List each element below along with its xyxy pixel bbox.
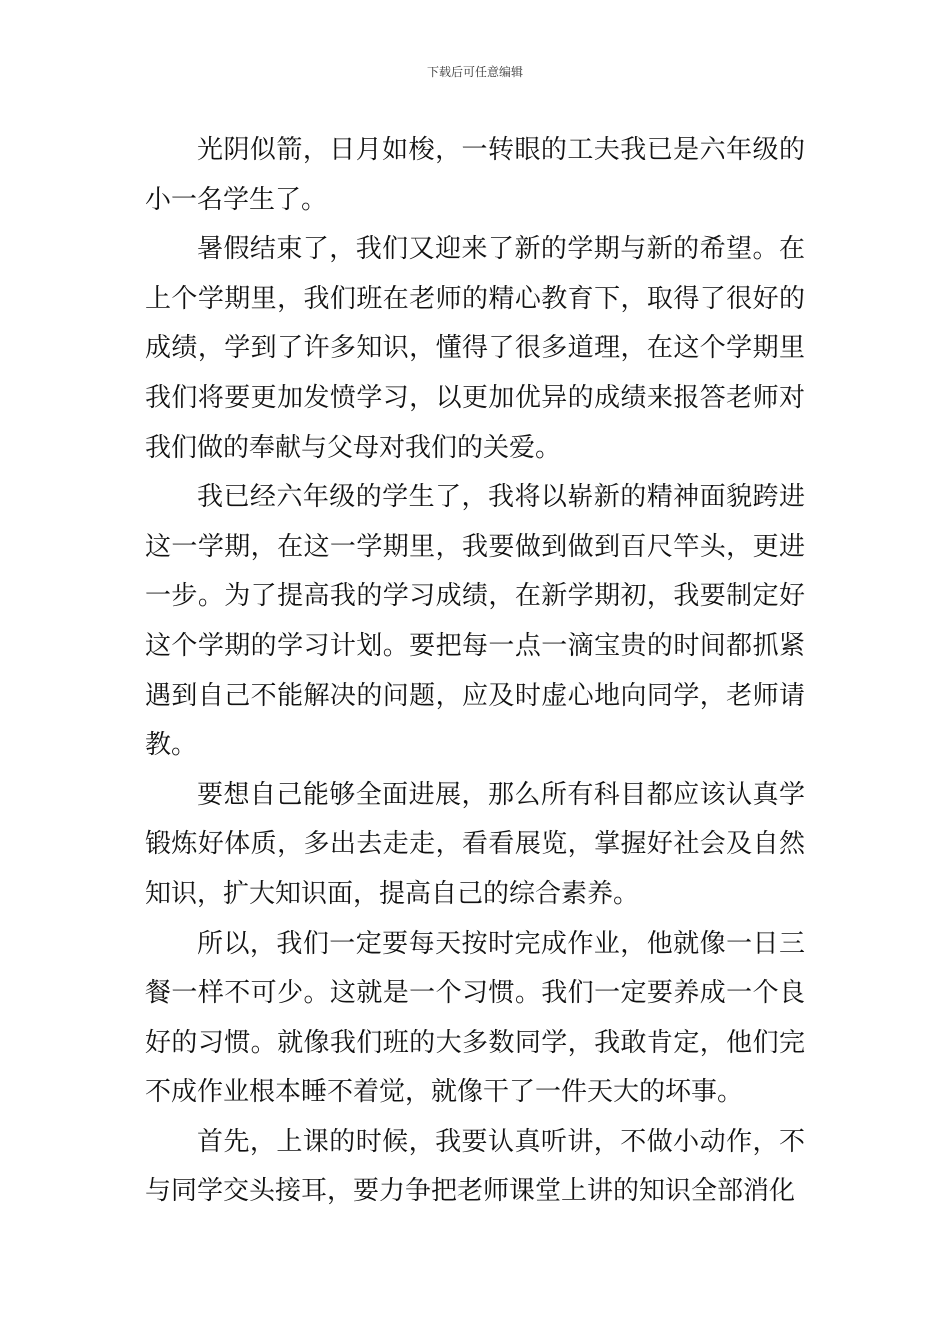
- paragraph-2: 暑假结束了，我们又迎来了新的学期与新的希望。在上个学期里，我们班在老师的精心教育下，取得了很好的成绩，学到了许多知识，懂得了很多道理，在这个学期里我们将要更加发愤学习，以更加优异的成绩来报答老师对我们做的奉献与父母对我们的关爱。: [145, 234, 805, 463]
- paragraph-6: 首先，上课的时候，我要认真听讲，不做小动作，不与同学交头接耳，要力争把老师课堂上讲的知识全部消化: [145, 1126, 805, 1207]
- page-header: 下载后可任意编辑: [426, 65, 523, 79]
- paragraph-1: 光阴似箭，日月如梭，一转眼的工夫我已是六年级的小一名学生了。: [145, 135, 805, 215]
- paragraph-3: 我已经六年级的学生了，我将以崭新的精神面貌跨进这一学期，在这一学期里，我要做到做到百尺竿头，更进一步。为了提高我的学习成绩，在新学期初，我要制定好这个学期的学习计划。要把每一点一滴宝贵的时间都抓紧遇到自己不能解决的问题，应及时虚心地向同学，老师请教。: [145, 482, 805, 761]
- paragraph-4: 要想自己能够全面进展，那么所有科目都应该认真学锻炼好体质，多出去走走，看看展览，掌握好社会及自然知识，扩大知识面，提高自己的综合素养。: [145, 779, 805, 909]
- paragraph-5: 所以，我们一定要每天按时完成作业，他就像一日三餐一样不可少。这就是一个习惯。我们一定要养成一个良好的习惯。就像我们班的大多数同学，我敢肯定，他们完不成作业根本睡不着觉，就像干了一件天大的坏事。: [145, 928, 805, 1108]
- document-body: [145, 126, 805, 1217]
